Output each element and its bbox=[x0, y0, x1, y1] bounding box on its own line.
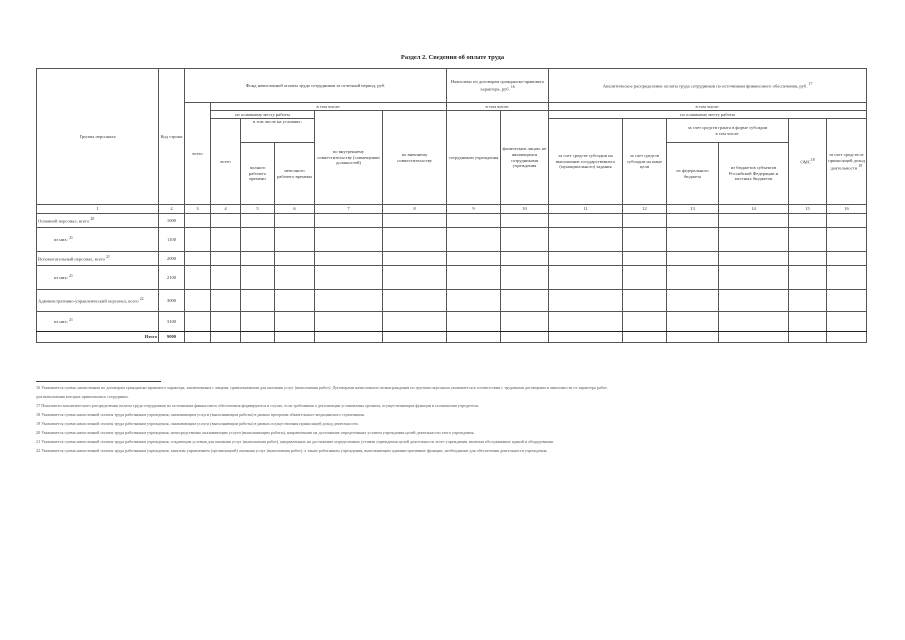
value-cell[interactable] bbox=[383, 290, 447, 312]
header-internal: по внутреннему совместительству (совмещению должностей) bbox=[315, 111, 383, 205]
header-full-time: полного рабочего времени bbox=[241, 143, 275, 205]
value-cell[interactable] bbox=[447, 228, 501, 252]
value-cell[interactable] bbox=[241, 290, 275, 312]
table-row bbox=[37, 290, 867, 312]
table-row bbox=[37, 214, 867, 228]
row-label: Вспомогательный персонал, всего $^{21}$ bbox=[37, 252, 159, 266]
value-cell[interactable] bbox=[549, 332, 623, 343]
value-cell[interactable] bbox=[789, 332, 827, 343]
value-cell[interactable] bbox=[827, 214, 867, 228]
value-cell[interactable] bbox=[383, 332, 447, 343]
row-code: 3100 bbox=[159, 312, 185, 332]
value-cell[interactable] bbox=[447, 312, 501, 332]
salary-table bbox=[36, 68, 867, 343]
value-cell[interactable] bbox=[275, 252, 315, 266]
value-cell[interactable] bbox=[667, 214, 719, 228]
col-number: 16 bbox=[827, 205, 867, 214]
header-incl-conditions: в том числе на условиях: bbox=[241, 119, 315, 143]
header-subsidy-task: за счет средств субсидии на выполнение государственного (муниципального) задания bbox=[549, 119, 623, 205]
value-cell[interactable] bbox=[549, 290, 623, 312]
value-cell[interactable] bbox=[211, 266, 241, 290]
value-cell[interactable] bbox=[667, 290, 719, 312]
value-cell[interactable] bbox=[789, 290, 827, 312]
value-cell[interactable] bbox=[501, 266, 549, 290]
header-civil-law: Начислено по договорам гражданско-правового характера, руб. $^{16}$ bbox=[447, 69, 549, 103]
value-cell[interactable] bbox=[501, 290, 549, 312]
header-including-3: в том числе: bbox=[549, 103, 867, 111]
value-cell[interactable] bbox=[827, 290, 867, 312]
value-cell[interactable] bbox=[315, 290, 383, 312]
header-main-place-2: по основному месту работы bbox=[549, 111, 867, 119]
header-including: в том числе: bbox=[211, 103, 447, 111]
header-fund: Фонд начисленной оплаты труда сотрудников за отчетный период, руб. bbox=[185, 69, 447, 103]
col-number: 12 bbox=[623, 205, 667, 214]
row-code: 3000 bbox=[159, 290, 185, 312]
value-cell[interactable] bbox=[719, 252, 789, 266]
value-cell[interactable] bbox=[275, 290, 315, 312]
col-number: 13 bbox=[667, 205, 719, 214]
col-number: 7 bbox=[315, 205, 383, 214]
col-number: 2 bbox=[159, 205, 185, 214]
value-cell[interactable] bbox=[275, 266, 315, 290]
row-label: из них: $^{21}$ bbox=[37, 228, 159, 252]
value-cell[interactable] bbox=[241, 252, 275, 266]
row-label: Основной персонал, всего $^{20}$ bbox=[37, 214, 159, 228]
row-label: из них: $^{21}$ bbox=[37, 312, 159, 332]
value-cell[interactable] bbox=[719, 214, 789, 228]
value-cell[interactable] bbox=[383, 312, 447, 332]
value-cell[interactable] bbox=[827, 252, 867, 266]
value-cell[interactable] bbox=[719, 228, 789, 252]
value-cell[interactable] bbox=[549, 266, 623, 290]
value-cell[interactable] bbox=[185, 290, 211, 312]
value-cell[interactable] bbox=[719, 332, 789, 343]
value-cell[interactable] bbox=[827, 332, 867, 343]
footnote-text: 20 Указывается сумма начисленной оплаты труда работникам учреждения, непосредственно оказывающим услуги (выполняющим работы), направленные на достижение определенных уставом учреждения целей деятельности этого учреждения. bbox=[36, 430, 475, 435]
col-number: 8 bbox=[383, 205, 447, 214]
value-cell[interactable] bbox=[501, 312, 549, 332]
header-employees: сотрудникам учреждения bbox=[447, 111, 501, 205]
value-cell[interactable] bbox=[211, 290, 241, 312]
value-cell[interactable] bbox=[501, 214, 549, 228]
value-cell[interactable] bbox=[501, 228, 549, 252]
value-cell[interactable] bbox=[275, 312, 315, 332]
row-code: 9000 bbox=[159, 332, 185, 343]
header-subsidy-other: за счет средств субсидии на иные цели bbox=[623, 119, 667, 205]
value-cell[interactable] bbox=[315, 214, 383, 228]
value-cell[interactable] bbox=[827, 266, 867, 290]
value-cell[interactable] bbox=[623, 290, 667, 312]
col-number: 14 bbox=[719, 205, 789, 214]
value-cell[interactable] bbox=[667, 252, 719, 266]
value-cell[interactable] bbox=[447, 252, 501, 266]
table-row bbox=[37, 266, 867, 290]
value-cell[interactable] bbox=[549, 312, 623, 332]
row-code: 2000 bbox=[159, 252, 185, 266]
header-total-2: всего bbox=[211, 119, 241, 205]
value-cell[interactable] bbox=[623, 332, 667, 343]
value-cell[interactable] bbox=[447, 290, 501, 312]
value-cell[interactable] bbox=[447, 332, 501, 343]
table-row bbox=[37, 332, 867, 343]
value-cell[interactable] bbox=[549, 214, 623, 228]
value-cell[interactable] bbox=[623, 228, 667, 252]
value-cell[interactable] bbox=[185, 266, 211, 290]
row-code: 2100 bbox=[159, 266, 185, 290]
value-cell[interactable] bbox=[789, 252, 827, 266]
value-cell[interactable] bbox=[241, 228, 275, 252]
value-cell[interactable] bbox=[315, 332, 383, 343]
value-cell[interactable] bbox=[241, 332, 275, 343]
header-main-place: по основному месту работы bbox=[211, 111, 315, 119]
col-number: 1 bbox=[37, 205, 159, 214]
header-individuals: физическим лицам, не являющимся сотрудниками учреждения bbox=[501, 111, 549, 205]
value-cell[interactable] bbox=[211, 228, 241, 252]
value-cell[interactable] bbox=[719, 312, 789, 332]
value-cell[interactable] bbox=[623, 312, 667, 332]
table-row bbox=[37, 252, 867, 266]
header-federal: из федерального бюджета bbox=[667, 143, 719, 205]
value-cell[interactable] bbox=[827, 312, 867, 332]
row-label: Итого bbox=[37, 332, 159, 343]
value-cell[interactable] bbox=[501, 332, 549, 343]
value-cell[interactable] bbox=[383, 214, 447, 228]
value-cell[interactable] bbox=[789, 214, 827, 228]
value-cell[interactable] bbox=[447, 214, 501, 228]
value-cell[interactable] bbox=[789, 312, 827, 332]
col-number: 15 bbox=[789, 205, 827, 214]
value-cell[interactable] bbox=[383, 228, 447, 252]
value-cell[interactable] bbox=[315, 266, 383, 290]
value-cell[interactable] bbox=[185, 312, 211, 332]
value-cell[interactable] bbox=[667, 266, 719, 290]
table-body bbox=[37, 214, 867, 343]
value-cell[interactable] bbox=[447, 266, 501, 290]
value-cell[interactable] bbox=[623, 214, 667, 228]
col-number: 9 bbox=[447, 205, 501, 214]
value-cell[interactable] bbox=[211, 214, 241, 228]
row-code: 1000 bbox=[159, 214, 185, 228]
value-cell[interactable] bbox=[211, 332, 241, 343]
footnote-text: 17 Показатели аналитического распределения оплаты труда сотрудников по источникам финансового обеспечения формируются в случае, если требования о детализации установлены органом, осуществляющим функции и полномочия учредителя. bbox=[36, 403, 480, 408]
footnote-divider bbox=[36, 381, 161, 382]
value-cell[interactable] bbox=[211, 252, 241, 266]
column-numbers-row bbox=[37, 205, 867, 214]
header-regional: из бюджетов субъектов Российской Федерации и местных бюджетов bbox=[719, 143, 789, 205]
footnote-text: для выполнения которых привлекались сотрудники. bbox=[36, 394, 129, 399]
value-cell[interactable] bbox=[315, 252, 383, 266]
value-cell[interactable] bbox=[315, 312, 383, 332]
row-label: Административно-управленческий персонал, всего $^{22}$ bbox=[37, 290, 159, 312]
table-row bbox=[37, 312, 867, 332]
value-cell[interactable] bbox=[667, 228, 719, 252]
header-code: Код строки bbox=[159, 69, 185, 205]
table-row bbox=[37, 228, 867, 252]
footnote-text: 18 Указывается сумма начисленной оплаты труда работникам учреждения, оказывающим услуги (выполняющим работы) в рамках программ обязательного медицинского страхования. bbox=[36, 412, 365, 417]
header-grants: за счет средств гранта в форме субсидии в том числе: bbox=[667, 119, 789, 143]
value-cell[interactable] bbox=[789, 266, 827, 290]
value-cell[interactable] bbox=[185, 214, 211, 228]
col-number: 10 bbox=[501, 205, 549, 214]
value-cell[interactable] bbox=[549, 228, 623, 252]
row-label: из них: $^{21}$ bbox=[37, 266, 159, 290]
value-cell[interactable] bbox=[719, 290, 789, 312]
col-number: 4 bbox=[211, 205, 241, 214]
footnote-text: 22 Указывается сумма начисленной оплаты труда работникам учреждения, занятым управлением (организацией) оказания услуг (выполнения работ), а также работникам учреждения, выполняющим административные функции, необходимые для обеспечения деятельности учреждения. bbox=[36, 448, 548, 453]
value-cell[interactable] bbox=[789, 228, 827, 252]
value-cell[interactable] bbox=[827, 228, 867, 252]
value-cell[interactable] bbox=[241, 266, 275, 290]
value-cell[interactable] bbox=[667, 332, 719, 343]
value-cell[interactable] bbox=[667, 312, 719, 332]
value-cell[interactable] bbox=[185, 252, 211, 266]
header-oms: ОМС$^{18}$ bbox=[789, 119, 827, 205]
value-cell[interactable] bbox=[211, 312, 241, 332]
header-including-2: в том числе: bbox=[447, 103, 549, 111]
row-code: 1100 bbox=[159, 228, 185, 252]
section-title: Раздел 2. Сведения об оплате труда bbox=[400, 54, 505, 61]
value-cell[interactable] bbox=[275, 332, 315, 343]
value-cell[interactable] bbox=[383, 252, 447, 266]
value-cell[interactable] bbox=[241, 214, 275, 228]
header-groups: Группы персонала bbox=[37, 69, 159, 205]
value-cell[interactable] bbox=[241, 312, 275, 332]
value-cell[interactable] bbox=[275, 214, 315, 228]
value-cell[interactable] bbox=[185, 228, 211, 252]
col-number: 11 bbox=[549, 205, 623, 214]
value-cell[interactable] bbox=[719, 266, 789, 290]
value-cell[interactable] bbox=[315, 228, 383, 252]
value-cell[interactable] bbox=[383, 266, 447, 290]
footnote-text: 21 Указывается сумма начисленной оплаты труда работникам учреждения, создающим условия для оказания услуг (выполнения работ), направленных на достижение определенных уставом учреждения целей деятельности этого учреждения, включая обслуживание зданий и оборудования. bbox=[36, 439, 554, 444]
value-cell[interactable] bbox=[185, 332, 211, 343]
col-number: 6 bbox=[275, 205, 315, 214]
header-distribution: Аналитическое распределение оплаты труда сотрудников по источникам финансового обеспечения, руб. $^{17}$ bbox=[549, 69, 867, 103]
col-number: 3 bbox=[185, 205, 211, 214]
header-external: по внешнему совместительству bbox=[383, 111, 447, 205]
header-total: всего bbox=[185, 103, 211, 205]
col-number: 5 bbox=[241, 205, 275, 214]
value-cell[interactable] bbox=[549, 252, 623, 266]
footnote-text: 16 Указывается сумма, начисленная по договорам гражданско-правового характера, заключенным с лицами, привлекаемыми для оказания услуг (выполнения работ). Договорами начисленного вознаграждения по группам персонала указывается в соответствии с трудовыми договорами в зависимости от характера работ, bbox=[36, 385, 608, 390]
value-cell[interactable] bbox=[275, 228, 315, 252]
value-cell[interactable] bbox=[623, 266, 667, 290]
value-cell[interactable] bbox=[501, 252, 549, 266]
header-income: за счет средств от приносящей доход деятельности $^{19}$ bbox=[827, 119, 867, 205]
header-part-time: неполного рабочего времени bbox=[275, 143, 315, 205]
footnote-text: 19 Указывается сумма начисленной оплаты труда работникам учреждения, оказывающим услуги (выполняющим работы) в рамках осуществления приносящей доход деятельности. bbox=[36, 421, 359, 426]
value-cell[interactable] bbox=[623, 252, 667, 266]
